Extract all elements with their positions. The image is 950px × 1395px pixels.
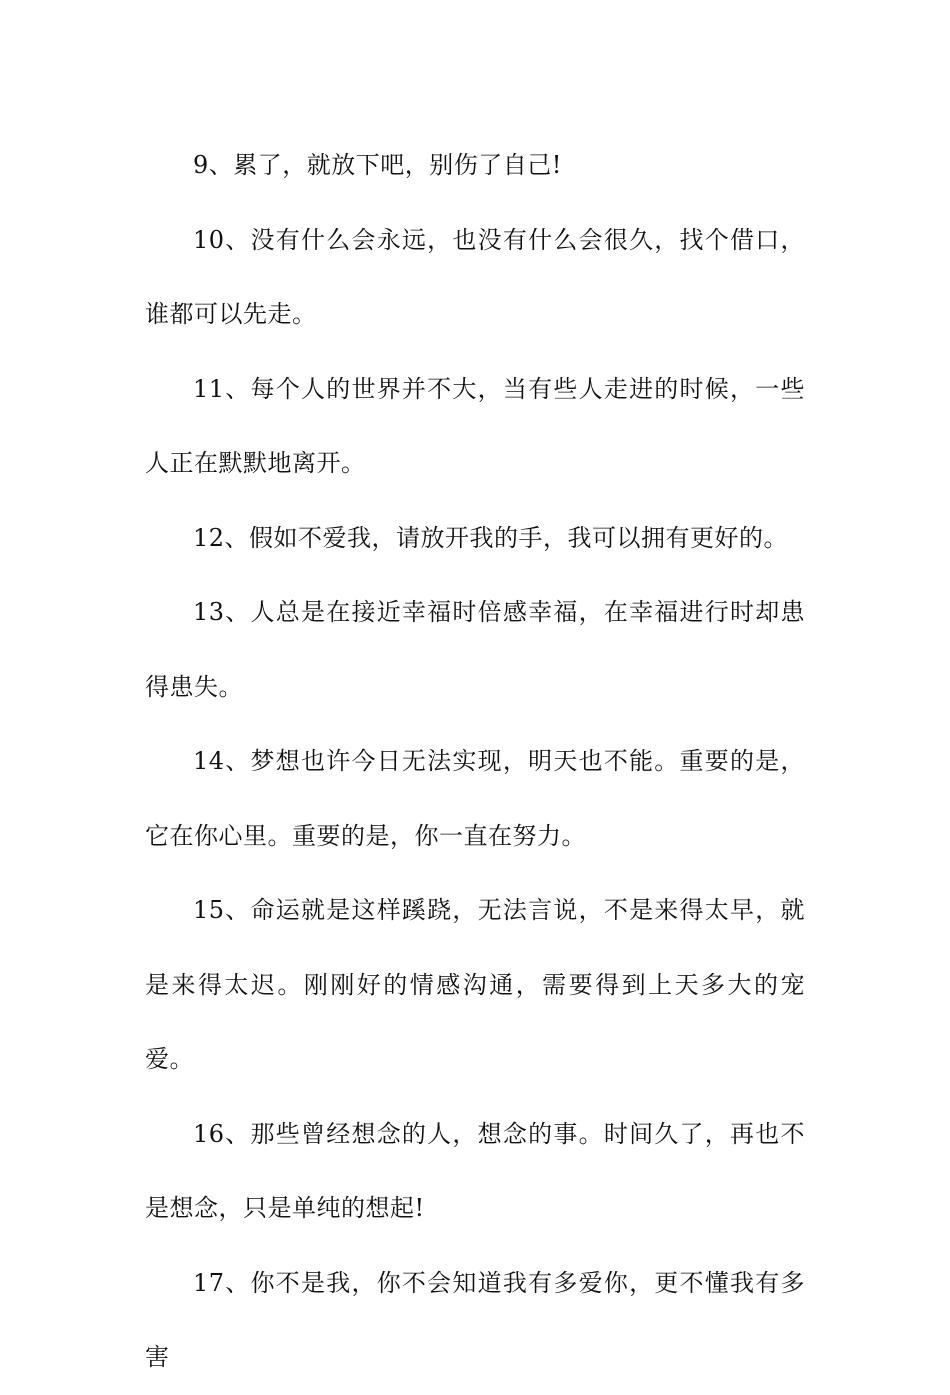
paragraph-13: 13、人总是在接近幸福时倍感幸福，在幸福进行时却患得患失。: [145, 598, 805, 701]
paragraph-16: 16、那些曾经想念的人，想念的事。时间久了，再也不是想念，只是单纯的想起!: [145, 1119, 805, 1222]
paragraph-17: 17、你不是我，你不会知道我有多爱你，更不懂我有多害: [145, 1268, 805, 1371]
document-body: [145, 128, 805, 1395]
paragraph-14: 14、梦想也许今日无法实现，明天也不能。重要的是，它在你心里。重要的是，你一直在努力。: [145, 747, 805, 850]
paragraph-12: 12、假如不爱我，请放开我的手，我可以拥有更好的。: [193, 523, 789, 552]
paragraph-15: 15、命运就是这样蹊跷，无法言说，不是来得太早，就是来得太迟。刚刚好的情感沟通，需要得到上天多大的宠爱。: [145, 896, 805, 1073]
paragraph-10: 10、没有什么会永远，也没有什么会很久，找个借口，谁都可以先走。: [145, 225, 805, 328]
paragraph-9: 9、累了，就放下吧，别伤了自己!: [193, 151, 562, 179]
paragraph-11: 11、每个人的世界并不大，当有些人走进的时候，一些人正在默默地离开。: [145, 374, 805, 477]
